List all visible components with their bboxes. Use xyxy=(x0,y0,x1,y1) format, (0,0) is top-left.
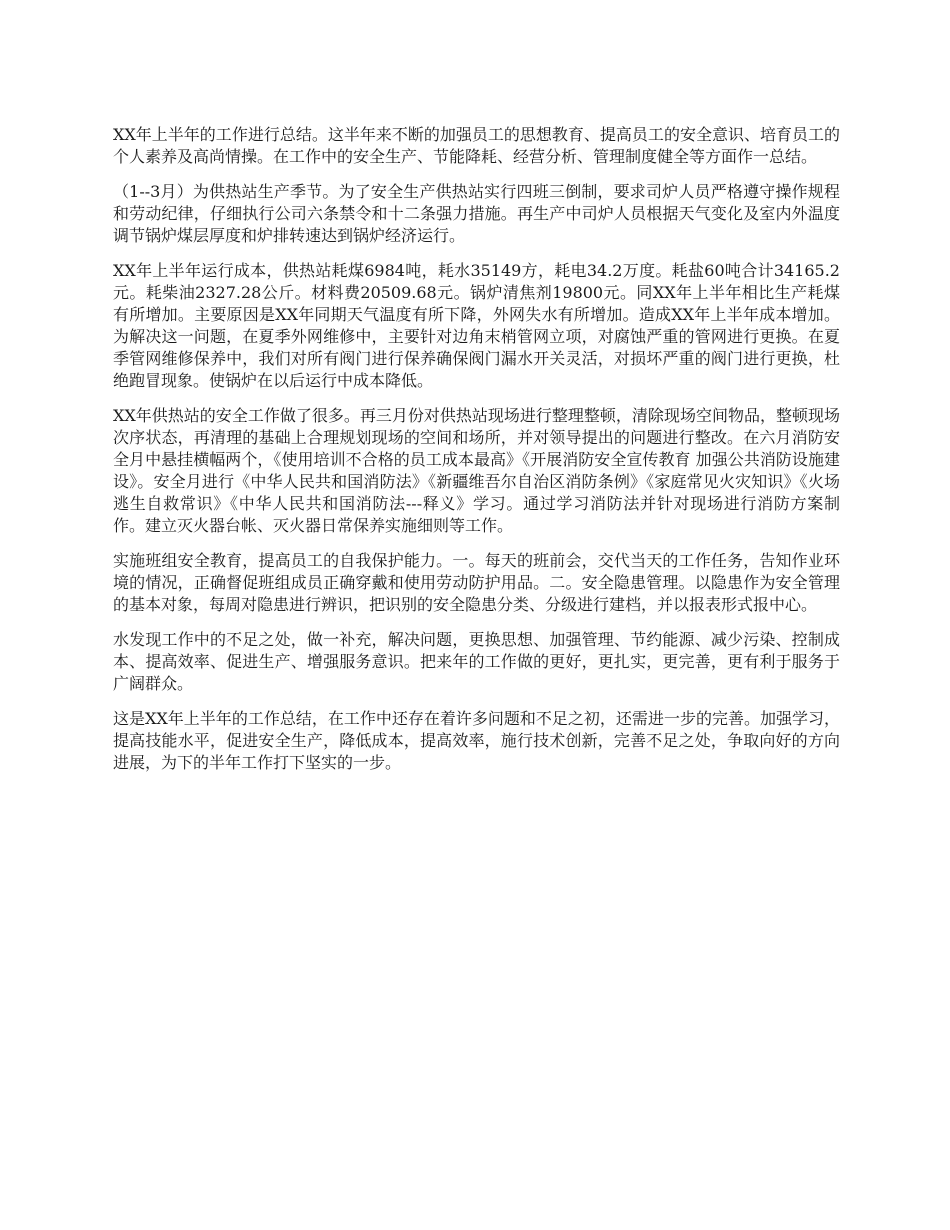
paragraph-team-safety-education: 实施班组安全教育，提高员工的自我保护能力。一。每天的班前会，交代当天的工作任务，告知作业环境的情况，正确督促班组成员正确穿戴和使用劳动防护用品。二。安全隐患管理。以隐患作为安全管理的基本对象，每周对隐患进行辨识，把识别的安全隐患分类、分级进行建档，并以报表形式报中心。 xyxy=(113,551,840,614)
paragraph-intro: XX年上半年的工作进行总结。这半年来不断的加强员工的思想教育、提高员工的安全意识、培育员工的个人素养及高尚情操。在工作中的安全生产、节能降耗、经营分析、管理制度健全等方面作一总结。 xyxy=(113,125,840,166)
document-body xyxy=(113,124,840,787)
paragraph-safety-work: XX年供热站的安全工作做了很多。再三月份对供热站现场进行整理整顿，清除现场空间物品，整顿现场次序状态，再清理的基础上合理规划现场的空间和场所，并对领导提出的问题进行整改。在六月消防安全月中悬挂横幅两个，《使用培训不合格的员工成本最高》《开展消防安全宣传教育 加强公共消防设施建设》。安全月进行《中华人民共和国消防法》《新疆维吾尔自治区消防条例》《家庭常见火灾知识》《火场逃生自救常识》《中华人民共和国消防法---释义》学习。通过学习消防法并针对现场进行消防方案制作。建立灭火器台帐、灭火器日常保养实施细则等工作。 xyxy=(113,406,840,535)
paragraph-conclusion: 这是XX年上半年的工作总结，在工作中还存在着许多问题和不足之初，还需进一步的完善。加强学习，提高技能水平，促进安全生产，降低成本，提高效率，施行技术创新，完善不足之处，争取向好的方向进展，为下的半年工作打下坚实的一步。 xyxy=(113,709,840,772)
paragraph-improvements: 水发现工作中的不足之处，做一补充，解决问题，更换思想、加强管理、节约能源、减少污染、控制成本、提高效率、促进生产、增强服务意识。把来年的工作做的更好，更扎实，更完善，更有利于服务于广阔群众。 xyxy=(113,630,840,693)
paragraph-operating-cost: XX年上半年运行成本，供热站耗煤6984吨，耗水35149方，耗电34.2万度。耗盐60吨合计34165.2元。耗柴油2327.28公斤。材料费20509.68元。锅炉清焦剂19800元。同XX年上半年相比生产耗煤有所增加。主要原因是XX年同期天气温度有所下降，外网失水有所增加。造成XX年上半年成本增加。为解决这一问题，在夏季外网维修中，主要针对边角末梢管网立项，对腐蚀严重的管网进行更换。在夏季管网维修保养中，我们对所有阀门进行保养确保阀门漏水开关灵活，对损坏严重的阀门进行更换，杜绝跑冒现象。使锅炉在以后运行中成本降低。 xyxy=(113,261,840,390)
paragraph-production-season: （1--3月）为供热站生产季节。为了安全生产供热站实行四班三倒制，要求司炉人员严格遵守操作规程和劳动纪律，仔细执行公司六条禁令和十二条强力措施。再生产中司炉人员根据天气变化及室内外温度调节锅炉煤层厚度和炉排转速达到锅炉经济运行。 xyxy=(113,182,840,245)
